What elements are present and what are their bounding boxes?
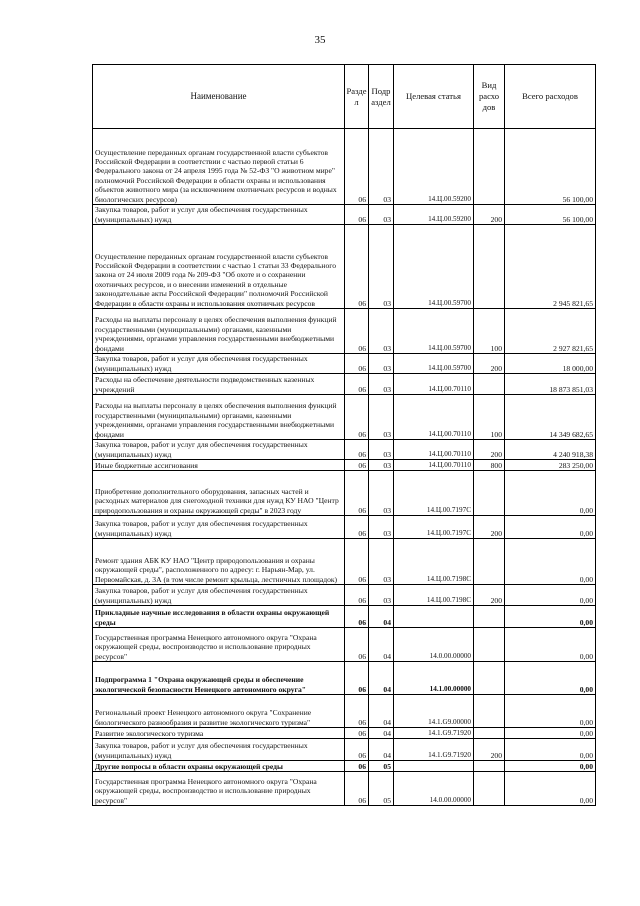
row-total: 0,00 (505, 606, 596, 628)
row-target-article: 14.Ц.00.59200 (394, 205, 474, 225)
row-total: 0,00 (505, 662, 596, 695)
row-subsection: 03 (369, 516, 394, 539)
header-expense-type: Вид расхо дов (474, 65, 505, 129)
table-row (93, 761, 596, 772)
row-section: 06 (345, 354, 369, 374)
row-target-article: 14.1.G9.00000 (394, 695, 474, 728)
row-section: 06 (345, 516, 369, 539)
row-name: Расходы на выплаты персоналу в целях обеспечения выполнения функций государственными (муниципальными) органами, казенными учреждениями, органами управления государственными внебюджетными фондами (93, 395, 345, 440)
table-row (93, 585, 596, 606)
row-name: Расходы на обеспечение деятельности подведомственных казенных учреждений (93, 374, 345, 395)
row-subsection: 03 (369, 354, 394, 374)
row-expense-type (474, 728, 505, 739)
row-expense-type: 100 (474, 309, 505, 354)
row-target-article: 14.Ц.00.59200 (394, 129, 474, 205)
table-row (93, 539, 596, 585)
row-section: 06 (345, 539, 369, 585)
row-total: 0,00 (505, 761, 596, 772)
table-row (93, 471, 596, 516)
table-row (93, 225, 596, 309)
row-subsection: 03 (369, 309, 394, 354)
row-name: Приобретение дополнительного оборудования, запасных частей и расходных материалов для снегоходной техники для нужд КУ НАО "Центр природопользования и охраны окружающей среды" в 2023 году (93, 471, 345, 516)
row-subsection: 03 (369, 440, 394, 460)
row-expense-type: 800 (474, 460, 505, 471)
row-expense-type: 100 (474, 395, 505, 440)
row-target-article (394, 761, 474, 772)
row-expense-type: 200 (474, 205, 505, 225)
row-total: 0,00 (505, 516, 596, 539)
row-subsection: 03 (369, 374, 394, 395)
row-expense-type (474, 471, 505, 516)
header-section: Разде л (345, 65, 369, 129)
row-name: Прикладные научные исследования в области охраны окружающей среды (93, 606, 345, 628)
row-subsection: 04 (369, 606, 394, 628)
header-subsection: Подр аздел (369, 65, 394, 129)
row-total: 2 945 821,65 (505, 225, 596, 309)
row-section: 06 (345, 225, 369, 309)
header-name: Наименование (93, 65, 345, 129)
row-expense-type: 200 (474, 516, 505, 539)
row-total: 56 100,00 (505, 129, 596, 205)
row-section: 06 (345, 662, 369, 695)
row-subsection: 04 (369, 695, 394, 728)
row-name: Региональный проект Ненецкого автономного округа "Сохранение биологического разнообразия и развитие экологического туризма" (93, 695, 345, 728)
row-section: 06 (345, 606, 369, 628)
row-expense-type (474, 539, 505, 585)
row-expense-type (474, 225, 505, 309)
row-expense-type (474, 628, 505, 662)
header-total-expenses: Всего расходов (505, 65, 596, 129)
row-expense-type (474, 374, 505, 395)
row-subsection: 03 (369, 225, 394, 309)
row-subsection: 04 (369, 739, 394, 761)
table-row (93, 695, 596, 728)
row-total: 0,00 (505, 772, 596, 806)
row-expense-type: 200 (474, 354, 505, 374)
row-expense-type (474, 606, 505, 628)
row-name: Развитие экологического туризма (93, 728, 345, 739)
row-subsection: 05 (369, 772, 394, 806)
row-target-article: 14.0.00.00000 (394, 628, 474, 662)
row-section: 06 (345, 440, 369, 460)
row-name: Закупка товаров, работ и услуг для обеспечения государственных (муниципальных) нужд (93, 739, 345, 761)
row-subsection: 04 (369, 728, 394, 739)
table-row (93, 516, 596, 539)
row-subsection: 03 (369, 205, 394, 225)
row-name: Другие вопросы в области охраны окружающей среды (93, 761, 345, 772)
row-name: Осуществление переданных органам государственной власти субъектов Российской Федерации в соответствии с частью первой статьи 6 Федерального закона от 24 апреля 1995 года № 52-ФЗ "О животном мире" полномочий Российской Федерации в области охраны и использования объектов животного мира (за исключением охотничьих ресурсов и водных биологических ресурсов) (93, 129, 345, 205)
row-name: Расходы на выплаты персоналу в целях обеспечения выполнения функций государственными (муниципальными) органами, казенными учреждениями, органами управления государственными внебюджетными фондами (93, 309, 345, 354)
row-target-article: 14.Ц.00.59700 (394, 309, 474, 354)
row-name: Осуществление переданных органам государственной власти субъектов Российской Федерации в соответствии с частью 1 статьи 33 Федерального закона от 24 июля 2009 года № 209-ФЗ "Об охоте и о сохранении охотничьих ресурсов, и о внесении изменений в отдельные законодательные акты Российской Федерации" полномочий Российской Федерации в области охраны и использования охотничьих ресурсов (93, 225, 345, 309)
row-section: 06 (345, 205, 369, 225)
row-section: 06 (345, 374, 369, 395)
table-row (93, 129, 596, 205)
row-total: 0,00 (505, 739, 596, 761)
row-section: 06 (345, 129, 369, 205)
row-target-article: 14.Ц.00.70110 (394, 395, 474, 440)
row-subsection: 03 (369, 395, 394, 440)
row-section: 06 (345, 395, 369, 440)
row-subsection: 03 (369, 585, 394, 606)
table-row (93, 739, 596, 761)
row-name: Подпрограмма 1 "Охрана окружающей среды и обеспечение экологической безопасности Ненецкого автономного округа" (93, 662, 345, 695)
row-section: 06 (345, 772, 369, 806)
row-target-article: 14.Ц.00.59700 (394, 354, 474, 374)
table-row (93, 628, 596, 662)
table-row (93, 309, 596, 354)
page-number: 35 (314, 34, 326, 46)
row-total: 0,00 (505, 695, 596, 728)
row-total: 0,00 (505, 728, 596, 739)
row-section: 06 (345, 739, 369, 761)
row-section: 06 (345, 761, 369, 772)
row-expense-type: 200 (474, 739, 505, 761)
row-target-article: 14.Ц.00.7198С (394, 539, 474, 585)
row-name: Ремонт здания АБК КУ НАО "Центр природопользования и охраны окружающей среды", расположенного по адресу: г. Нарьян-Мар, ул. Первомайская, д. 3А (в том числе ремонт крыльца, лестничных площадок) (93, 539, 345, 585)
row-expense-type: 200 (474, 440, 505, 460)
row-section: 06 (345, 471, 369, 516)
row-total: 4 240 918,38 (505, 440, 596, 460)
row-section: 06 (345, 309, 369, 354)
row-name: Закупка товаров, работ и услуг для обеспечения государственных (муниципальных) нужд (93, 440, 345, 460)
row-expense-type (474, 662, 505, 695)
row-name: Закупка товаров, работ и услуг для обеспечения государственных (муниципальных) нужд (93, 205, 345, 225)
row-expense-type (474, 772, 505, 806)
row-name: Государственная программа Ненецкого автономного округа "Охрана окружающей среды, воспроизводство и использование природных ресурсов" (93, 628, 345, 662)
row-name: Иные бюджетные ассигнования (93, 460, 345, 471)
header-target-article: Целевая статья (394, 65, 474, 129)
row-target-article: 14.Ц.00.7197С (394, 516, 474, 539)
table-row (93, 395, 596, 440)
row-subsection: 03 (369, 460, 394, 471)
row-name: Закупка товаров, работ и услуг для обеспечения государственных (муниципальных) нужд (93, 354, 345, 374)
table-row (93, 772, 596, 806)
row-expense-type (474, 695, 505, 728)
table-row (93, 662, 596, 695)
row-target-article (394, 606, 474, 628)
table-row (93, 354, 596, 374)
row-total: 283 250,00 (505, 460, 596, 471)
row-subsection: 04 (369, 662, 394, 695)
row-target-article: 14.Ц.00.7198С (394, 585, 474, 606)
row-expense-type (474, 761, 505, 772)
row-subsection: 04 (369, 628, 394, 662)
row-name: Государственная программа Ненецкого автономного округа "Охрана окружающей среды, воспроизводство и использование природных ресурсов" (93, 772, 345, 806)
table-row (93, 205, 596, 225)
row-total: 56 100,00 (505, 205, 596, 225)
row-section: 06 (345, 695, 369, 728)
row-target-article: 14.1.00.00000 (394, 662, 474, 695)
table-header-row (93, 65, 596, 129)
row-name: Закупка товаров, работ и услуг для обеспечения государственных (муниципальных) нужд (93, 516, 345, 539)
row-total: 0,00 (505, 471, 596, 516)
row-target-article: 14.Ц.00.59700 (394, 225, 474, 309)
row-section: 06 (345, 728, 369, 739)
row-subsection: 05 (369, 761, 394, 772)
table-row (93, 374, 596, 395)
row-name: Закупка товаров, работ и услуг для обеспечения государственных (муниципальных) нужд (93, 585, 345, 606)
row-total: 0,00 (505, 539, 596, 585)
row-target-article: 14.Ц.00.70110 (394, 440, 474, 460)
row-section: 06 (345, 628, 369, 662)
row-subsection: 03 (369, 471, 394, 516)
row-target-article: 14.1.G9.71920 (394, 739, 474, 761)
table-row (93, 460, 596, 471)
budget-table (92, 64, 596, 806)
row-expense-type (474, 129, 505, 205)
row-total: 18 873 851,03 (505, 374, 596, 395)
table-row (93, 606, 596, 628)
row-section: 06 (345, 460, 369, 471)
row-subsection: 03 (369, 539, 394, 585)
row-total: 0,00 (505, 585, 596, 606)
row-target-article: 14.1.G9.71920 (394, 728, 474, 739)
row-total: 2 927 821,65 (505, 309, 596, 354)
row-total: 14 349 682,65 (505, 395, 596, 440)
row-section: 06 (345, 585, 369, 606)
row-target-article: 14.0.00.00000 (394, 772, 474, 806)
row-total: 18 000,00 (505, 354, 596, 374)
row-subsection: 03 (369, 129, 394, 205)
row-target-article: 14.Ц.00.70110 (394, 460, 474, 471)
row-expense-type: 200 (474, 585, 505, 606)
row-target-article: 14.Ц.00.70110 (394, 374, 474, 395)
table-row (93, 728, 596, 739)
row-total: 0,00 (505, 628, 596, 662)
row-target-article: 14.Ц.00.7197С (394, 471, 474, 516)
table-row (93, 440, 596, 460)
